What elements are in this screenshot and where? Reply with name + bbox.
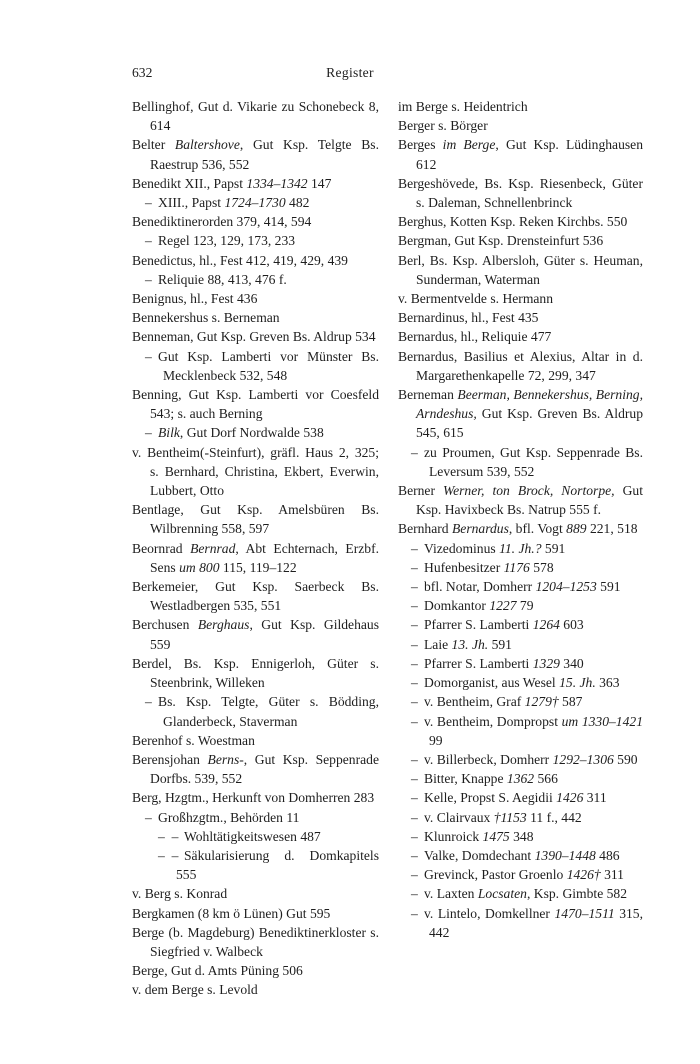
index-entry: Belter Baltershove, Gut Ksp. Telgte Bs. Raestrup 536, 552 [132,137,380,172]
index-entry: Bernardus, hl., Reliquie 477 [398,329,552,345]
page-number: 632 [132,65,153,80]
index-entry: Bennekershus s. Berneman [132,310,280,326]
index-entry: – Kelle, Propst S. Aegidii 1426 311 [411,790,607,806]
index-entry: Benedikt XII., Papst 1334–1342 147 [132,175,332,191]
index-entry: Benediktinerorden 379, 414, 594 [132,214,312,230]
index-entry: – Großhzgtm., Behörden 11 [145,809,300,825]
index-entry: – XIII., Papst 1724–1730 482 [145,195,310,211]
index-entry: – zu Proumen, Gut Ksp. Seppenrade Bs. Leversum 539, 552 [411,444,643,479]
index-entry: Berdel, Bs. Ksp. Ennigerloh, Güter s. Steenbrink, Willeken [132,655,379,691]
index-entry: Bellinghof, Gut d. Vikarie zu Schonebeck 8, 614 [132,99,379,134]
index-entry: Berg, Hzgtm., Herkunft von Domherren 283 [132,790,375,806]
index-entry: – Vizedominus 11. Jh.? 591 [411,540,566,556]
index-entry: Benneman, Gut Ksp. Greven Bs. Aldrup 534 [132,329,376,345]
index-entry: Berner Werner, ton Brock, Nortorpe, Gut Ksp. Havixbeck Bs. Natrup 555 f. [398,483,643,518]
index-entry: Bergman, Gut Ksp. Drensteinfurt 536 [398,233,604,249]
index-entry: – – Säkularisierung d. Domkapitels 555 [158,847,379,883]
index-column-right [398,97,643,942]
index-entry: Berge, Gut d. Amts Püning 506 [132,963,303,979]
index-entry: – – Wohltätigkeitswesen 487 [158,828,321,844]
index-entry: Benedictus, hl., Fest 412, 419, 429, 439 [132,252,348,268]
index-entry: – Regel 123, 129, 173, 233 [145,233,296,249]
index-entry: – v. Laxten Locsaten, Ksp. Gimbte 582 [411,886,628,902]
index-entry: – bfl. Notar, Domherr 1204–1253 591 [411,579,621,595]
index-entry: Berge (b. Magdeburg) Benediktinerkloster s. Siegfried v. Walbeck [132,924,379,959]
index-entry: – Gut Ksp. Lamberti vor Münster Bs. Mecklenbeck 532, 548 [145,348,379,383]
index-entry: – Grevinck, Pastor Groenlo 1426† 311 [411,867,624,883]
index-entry: v. Bentheim(-Steinfurt), gräfl. Haus 2, 325; s. Bernhard, Christina, Ekbert, Everwin, Lubbert, Otto [132,444,379,499]
index-entry: Berkemeier, Gut Ksp. Saerbeck Bs. Westladbergen 535, 551 [132,579,379,614]
index-entry: v. Bermentvelde s. Hermann [398,291,554,307]
running-head: Register [326,65,374,80]
index-entry: – v. Billerbeck, Domherr 1292–1306 590 [411,751,638,767]
index-entry: Berl, Bs. Ksp. Albersloh, Güter s. Heuman, Sunderman, Waterman [398,252,643,287]
index-entry: – Bitter, Knappe 1362 566 [411,771,558,787]
index-entry: – Domkantor 1227 79 [411,598,534,614]
index-entry: – Hufenbesitzer 1176 578 [411,559,554,575]
index-entry: Bergkamen (8 km ö Lünen) Gut 595 [132,905,331,921]
index-entry: Berenhof s. Woestman [132,732,255,748]
index-entry: Berchusen Berghaus, Gut Ksp. Gildehaus 559 [132,617,379,652]
index-entry: – Pfarrer S. Lamberti 1329 340 [411,655,584,671]
index-entry: Bernhard Bernardus, bfl. Vogt 889 221, 518 [398,521,638,537]
index-entry: – Domorganist, aus Wesel 15. Jh. 363 [411,675,620,691]
index-entry: – Pfarrer S. Lamberti 1264 603 [411,617,584,633]
index-entry: – v. Lintelo, Domkellner 1470–1511 315, 442 [411,905,643,940]
index-entry: Beornrad Bernrad, Abt Echternach, Erzbf. Sens um 800 115, 119–122 [132,540,379,575]
index-entry: Benignus, hl., Fest 436 [132,291,258,307]
index-entry: – v. Bentheim, Dompropst um 1330–1421 99 [411,713,643,748]
index-entry: – Klunroick 1475 348 [411,828,534,844]
index-entry: – v. Clairvaux †1153 11 f., 442 [411,809,582,825]
index-entry: Benning, Gut Ksp. Lamberti vor Coesfeld 543; s. auch Berning [132,387,379,422]
index-entry: – Bs. Ksp. Telgte, Güter s. Bödding, Glanderbeck, Staverman [145,694,379,729]
index-entry: Berensjohan Berns-, Gut Ksp. Seppenrade Dorfbs. 539, 552 [132,751,379,787]
index-column-left [132,97,379,1000]
index-entry: – Laie 13. Jh. 591 [411,636,512,652]
index-entry: v. Berg s. Konrad [132,886,228,902]
index-entry: v. dem Berge s. Levold [132,982,258,998]
index-entry: – Reliquie 88, 413, 476 f. [145,271,287,287]
index-entry: – Bilk, Gut Dorf Nordwalde 538 [145,425,324,441]
index-entry: Berneman Beerman, Bennekershus, Berning, Arndeshus, Gut Ksp. Greven Bs. Aldrup 545, 615 [398,387,643,441]
index-entry: Bergeshövede, Bs. Ksp. Riesenbeck, Güter s. Daleman, Schnellenbrinck [398,175,643,211]
index-entry: Bernardinus, hl., Fest 435 [398,310,539,326]
index-entry: – v. Bentheim, Graf 1279† 587 [411,694,583,710]
index-entry: im Berge s. Heidentrich [398,99,528,114]
index-entry: Berghus, Kotten Ksp. Reken Kirchbs. 550 [398,214,628,230]
index-entry: Bentlage, Gut Ksp. Amelsbüren Bs. Wilbrenning 558, 597 [132,502,379,537]
index-entry: Bernardus, Basilius et Alexius, Altar in d. Margarethenkapelle 72, 299, 347 [398,348,643,383]
index-entry: Berges im Berge, Gut Ksp. Lüdinghausen 612 [398,137,643,172]
index-entry: Berger s. Börger [398,118,488,134]
index-entry: – Valke, Domdechant 1390–1448 486 [411,847,620,863]
